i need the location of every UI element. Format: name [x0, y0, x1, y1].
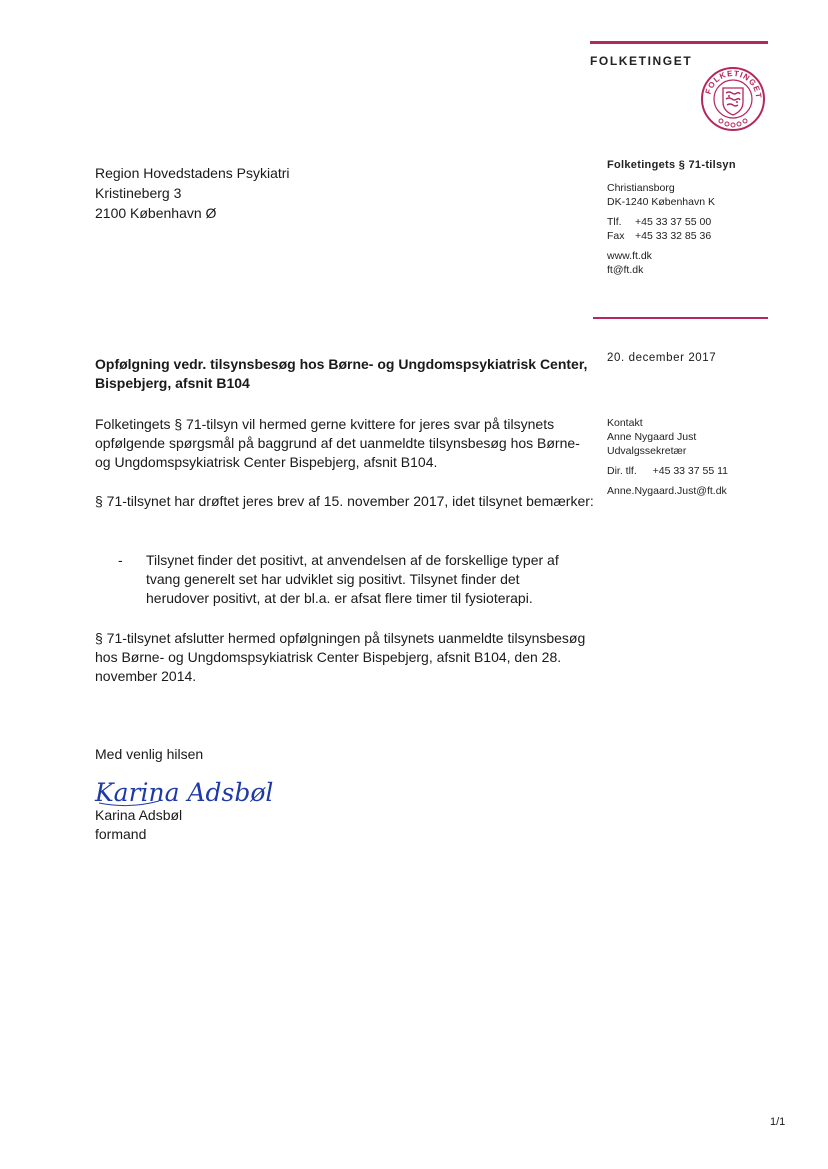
- folketinget-seal-icon: [700, 66, 766, 132]
- fax-number: +45 33 32 85 36: [635, 230, 712, 242]
- contact-label: Kontakt: [607, 417, 643, 429]
- recipient-address: [95, 163, 290, 223]
- phone-label: Tlf.: [607, 216, 622, 228]
- contact-email-link[interactable]: Anne.Nygaard.Just@ft.dk: [607, 485, 727, 497]
- letter-paragraph: Folketingets § 71-tilsyn vil hermed gerne kvittere for jeres svar på tilsynets opfølgende spørgsmål på baggrund af det uanmeldte tilsynsbesøg hos Børne- og Ungdomspsykiatrisk Center Bispebjerg, afsnit B104.: [95, 416, 580, 470]
- signature-text: Karina Adsbøl: [95, 778, 274, 807]
- phone-number: +45 33 37 55 00: [635, 216, 712, 228]
- sender-address-line: DK-1240 København K: [607, 196, 715, 208]
- sender-fax-row: [607, 229, 807, 243]
- letter-date: 20. december 2017: [607, 352, 717, 364]
- sender-phone-row: [607, 215, 807, 229]
- contact-title: Udvalgssekretær: [607, 445, 687, 457]
- signatory-name: Karina Adsbøl: [95, 807, 183, 823]
- svg-text:FOLKETINGET: FOLKETINGET: [703, 68, 764, 100]
- header-rule-bottom: [593, 317, 768, 319]
- letter-paragraph: § 71-tilsynet har drøftet jeres brev af 15. november 2017, idet tilsynet bemærker:: [95, 493, 594, 509]
- direct-phone-number: +45 33 37 55 11: [652, 465, 729, 477]
- handwritten-signature: [93, 770, 274, 810]
- bullet-marker: -: [118, 552, 123, 568]
- contact-block: [607, 416, 807, 498]
- recipient-line: Kristineberg 3: [95, 185, 182, 201]
- sender-block: [607, 158, 807, 277]
- email-link[interactable]: ft@ft.dk: [607, 264, 644, 276]
- signatory-title: formand: [95, 826, 147, 842]
- sender-address-line: Christiansborg: [607, 182, 675, 194]
- website-link[interactable]: www.ft.dk: [607, 250, 652, 262]
- recipient-line: Region Hovedstadens Psykiatri: [95, 165, 290, 181]
- page-number: 1/1: [770, 1116, 786, 1128]
- contact-name: Anne Nygaard Just: [607, 431, 697, 443]
- closing-greeting: Med venlig hilsen: [95, 746, 204, 762]
- letter-paragraph: § 71-tilsynet afslutter hermed opfølgningen på tilsynets uanmeldte tilsynsbesøg hos Børne- og Ungdomspsykiatrisk Center Bispebjerg, afsnit B104, den 28. november 2014.: [95, 630, 586, 684]
- letter-bullet-item: [118, 551, 568, 608]
- recipient-line: 2100 København Ø: [95, 205, 217, 221]
- header-rule-top: [590, 41, 768, 44]
- sender-name: Folketingets § 71-tilsyn: [607, 159, 736, 171]
- direct-phone-label: Dir. tlf.: [607, 465, 637, 477]
- bullet-text: Tilsynet finder det positivt, at anvendelsen af de forskellige typer af tvang generelt set har udviklet sig positivt. Tilsynet finder det herudover positivt, at der bl.a. er afsat flere timer til fysioterapi.: [146, 552, 559, 606]
- letter-subject: Opfølgning vedr. tilsynsbesøg hos Børne- og Ungdomspsykiatrisk Center, Bispebjerg, afsnit B104: [95, 356, 588, 391]
- organization-name: FOLKETINGET: [590, 54, 693, 68]
- contact-direct-row: [607, 464, 807, 478]
- fax-label: Fax: [607, 230, 625, 242]
